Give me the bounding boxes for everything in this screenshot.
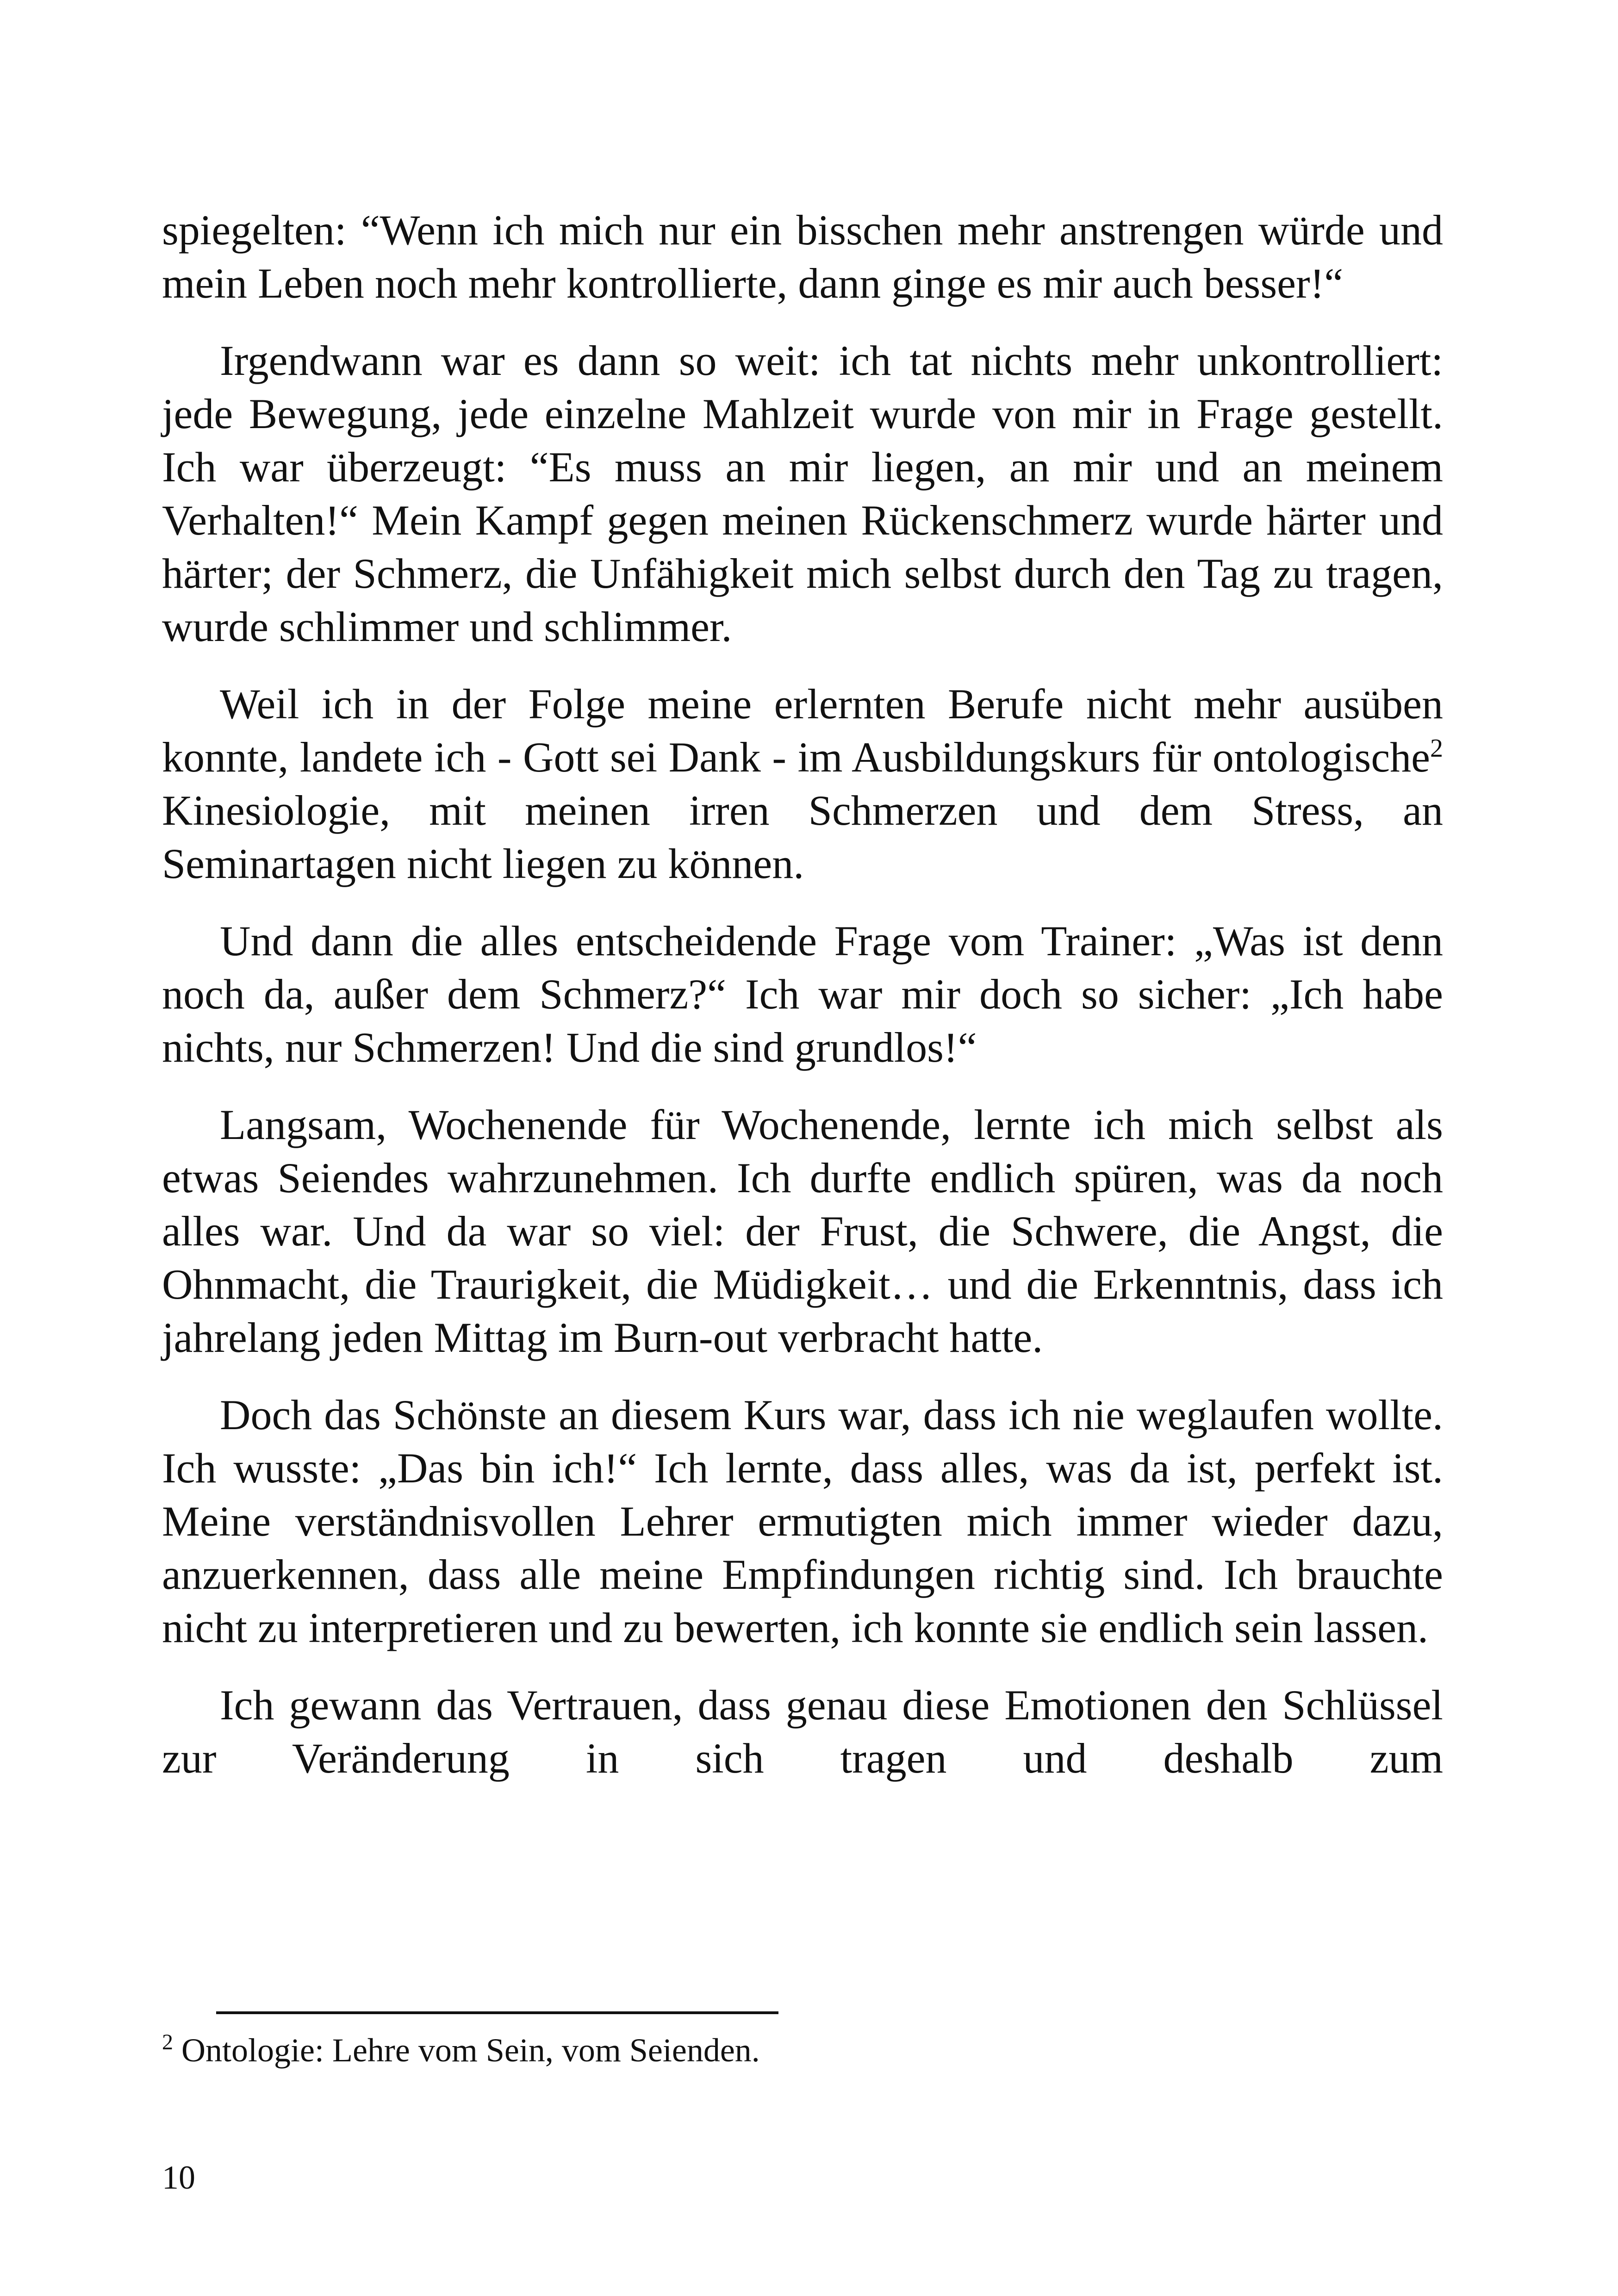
footnote <box>162 2029 760 2071</box>
footnote-divider <box>216 2011 778 2014</box>
paragraph-7: Ich gewann das Vertrauen, dass genau diese Emotionen den Schlüssel zur Veränderung in sich tragen und deshalb zum <box>162 1681 1443 1782</box>
body-text <box>162 204 1443 1785</box>
paragraph-2: Irgendwann war es dann so weit: ich tat nichts mehr unkontrolliert: jede Bewegung, jede einzelne Mahlzeit wurde von mir in Frage gestellt. Ich war überzeugt: “Es muss an mir liegen, an mir und an meinem Verhalten!“ Mein Kampf gegen meinen Rückenschmerz wurde härter und härter; der Schmerz, die Unfähigkeit mich selbst durch den Tag zu tragen, wurde schlimmer und schlimmer. <box>162 337 1443 650</box>
paragraph-3-text-after: Kinesiologie, mit meinen irren Schmerzen und dem Stress, an Seminartagen nicht liegen zu können. <box>162 787 1443 887</box>
paragraph-3-text-before: Weil ich in der Folge meine erlernten Berufe nicht mehr ausüben konnte, landete ich - Gott sei Dank - im Ausbildungskurs für ontologische <box>162 680 1443 781</box>
page-number: 10 <box>162 2159 195 2196</box>
footnote-text: Ontologie: Lehre vom Sein, vom Seienden. <box>173 2032 760 2069</box>
paragraph-1: spiegelten: “Wenn ich mich nur ein bisschen mehr anstrengen würde und mein Leben noch mehr kontrollierte, dann ginge es mir auch besser!“ <box>162 206 1443 307</box>
paragraph-3 <box>162 678 1443 890</box>
paragraph-5: Langsam, Wochenende für Wochenende, lernte ich mich selbst als etwas Seiendes wahrzunehmen. Ich durfte endlich spüren, was da noch alles war. Und da war so viel: der Frust, die Schwere, die Angst, die Ohnmacht, die Traurigkeit, die Müdigkeit… und die Erkenntnis, dass ich jahrelang jeden Mittag im Burn-out verbracht hatte. <box>162 1101 1443 1361</box>
paragraph-4: Und dann die alles entscheidende Frage vom Trainer: „Was ist denn noch da, außer dem Schmerz?“ Ich war mir doch so sicher: „Ich habe nichts, nur Schmerzen! Und die sind grundlos!“ <box>162 917 1443 1071</box>
footnote-number: 2 <box>162 2030 173 2054</box>
paragraph-6: Doch das Schönste an diesem Kurs war, dass ich nie weglaufen wollte. Ich wusste: „Das bin ich!“ Ich lernte, dass alles, was da ist, perfekt ist. Meine verständnisvollen Lehrer ermutigten mich immer wieder dazu, anzuerkennen, dass alle meine Empfindungen richtig sind. Ich brauchte nicht zu interpretieren und zu bewerten, ich konnte sie endlich sein lassen. <box>162 1391 1443 1651</box>
footnote-reference: 2 <box>1430 734 1443 763</box>
